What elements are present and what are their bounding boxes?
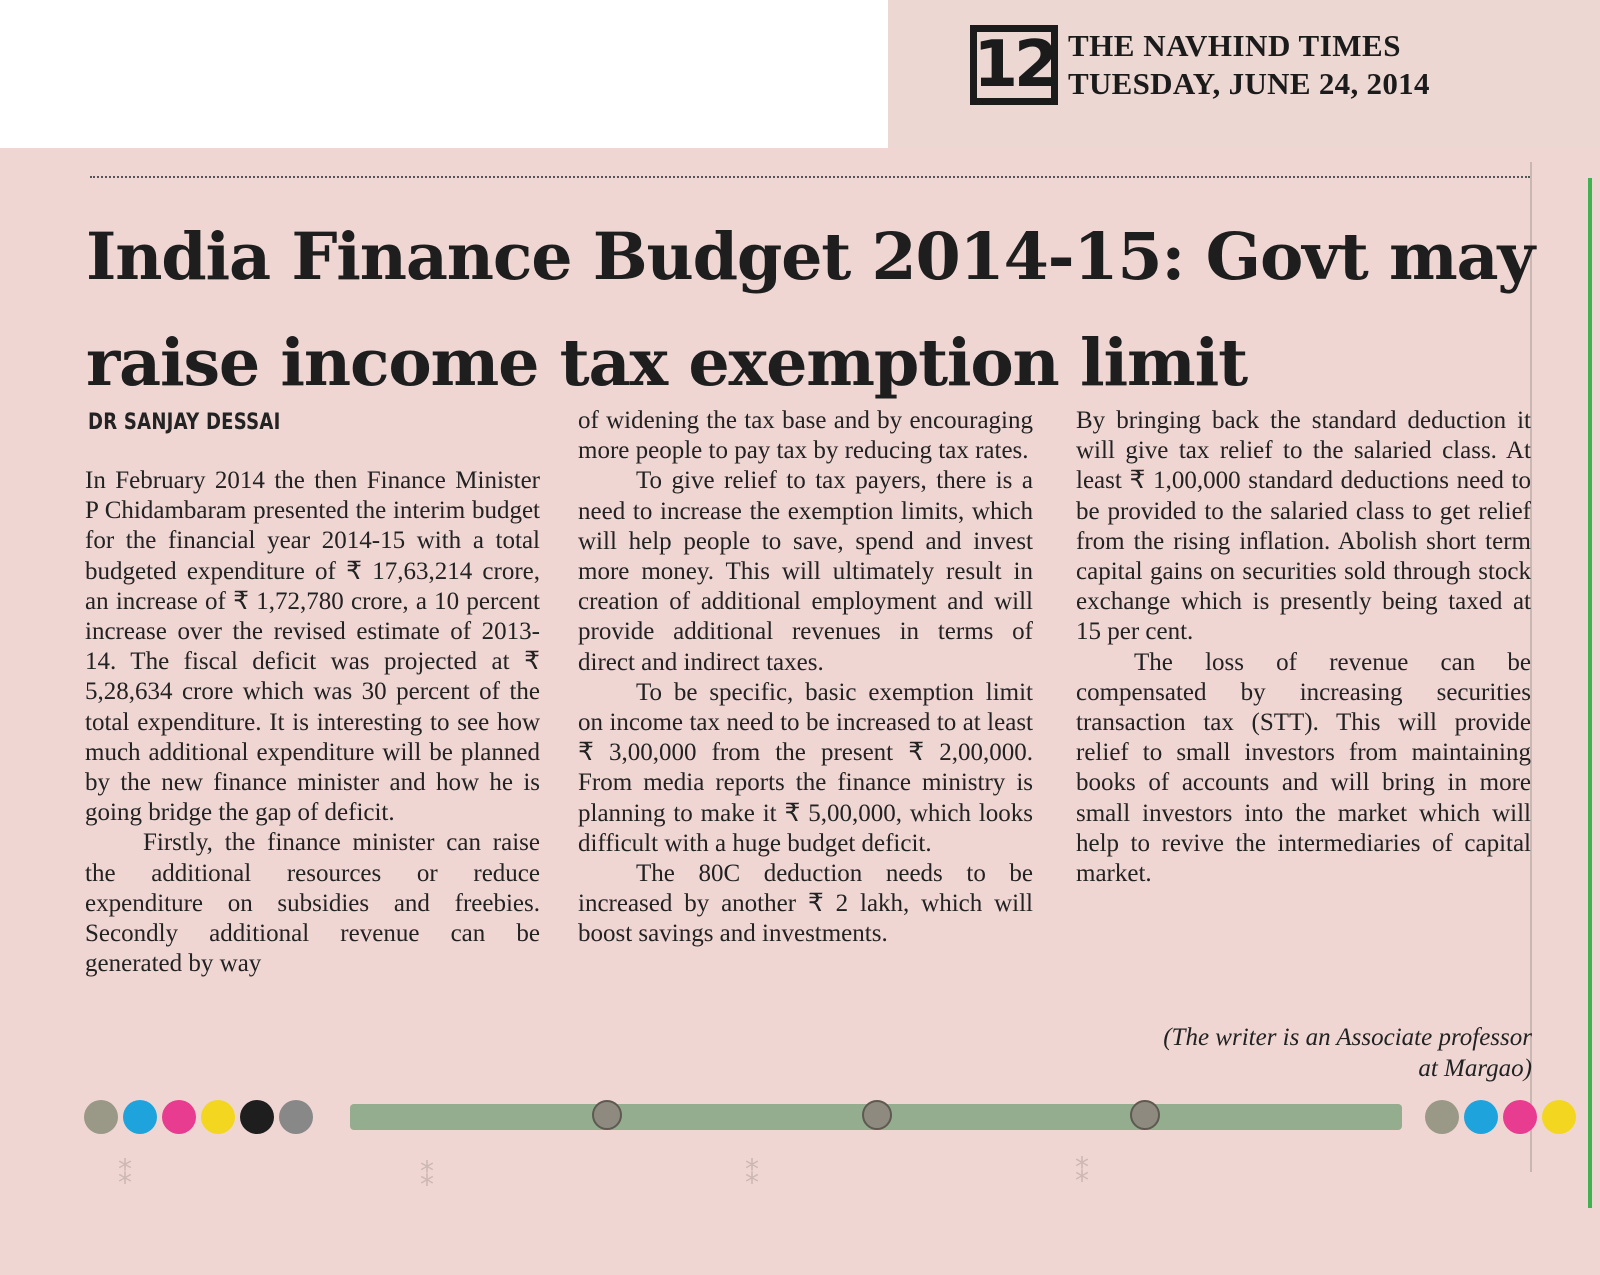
page-number: 12 [970, 25, 1058, 105]
registration-dot-olive [1425, 1100, 1459, 1134]
issue-date: TUESDAY, JUNE 24, 2014 [1068, 66, 1430, 101]
registration-target [592, 1100, 622, 1130]
staple-mark-icon: ⁑ [1075, 1156, 1089, 1189]
registration-target [1130, 1100, 1160, 1130]
registration-dot-cyan [123, 1100, 157, 1134]
author-credit: (The writer is an Associate professor at Margao) [1163, 1024, 1532, 1082]
article-byline: DR SANJAY DESSAI [88, 410, 281, 435]
masthead [970, 22, 1430, 108]
registration-dot-yellow [201, 1100, 235, 1134]
paragraph: To be specific, basic exemption limit on income tax need to be increased to at least ₹ 3,00,000 from the present ₹ 2,00,000. From media reports the finance ministry is planning to make it ₹ 5,00,000, which looks difficult with a huge budget deficit. [578, 678, 1033, 857]
newspaper-name: THE NAVHIND TIMES [1068, 28, 1401, 63]
registration-dot-yellow [1542, 1100, 1576, 1134]
article-column-3 [1076, 406, 1531, 889]
paragraph: Firstly, the finance minister can raise the additional resources or reduce expenditure on subsidies and freebies. Secondly additional revenue can be generated by way [85, 829, 540, 978]
paragraph: In February 2014 the then Finance Minister P Chidambaram presented the interim budget for the financial year 2014-15 with a total budgeted expenditure of ₹ 17,63,214 crore, an increase of ₹ 1,72,780 crore, a 10 percent increase over the revised estimate of 2013-14. The fiscal deficit was projected at ₹ 5,28,634 crore which was 30 percent of the total expenditure. It is interesting to see how much additional expenditure will be planned by the new finance minister and how he is going bridge the gap of deficit. [85, 467, 540, 827]
staple-mark-icon: ⁑ [745, 1158, 759, 1191]
paragraph: of widening the tax base and by encouraging more people to pay tax by reducing tax rates. [578, 407, 1033, 465]
newspaper-clipping [0, 148, 1600, 1275]
top-rule [90, 176, 1530, 178]
masthead-text [1068, 27, 1430, 103]
registration-dot-cyan [1464, 1100, 1498, 1134]
article-headline: India Finance Budget 2014-15: Govt may raise income tax exemption limit [86, 219, 1535, 401]
registration-target [862, 1100, 892, 1130]
staple-mark-icon: ⁑ [420, 1160, 434, 1193]
registration-dot-olive [84, 1100, 118, 1134]
article-column-2 [578, 406, 1033, 950]
paragraph: To give relief to tax payers, there is a need to increase the exemption limits, which will help people to save, spend and invest more money. This will ultimately result in creation of additional employment and will provide additional revenues in terms of direct and indirect taxes. [578, 467, 1033, 676]
article-column-1 [85, 466, 540, 979]
registration-dot-magenta [1503, 1100, 1537, 1134]
green-edge [1588, 178, 1592, 1208]
registration-dot-magenta [162, 1100, 196, 1134]
paragraph: The loss of revenue can be compensated by increasing securities transaction tax (STT). This will provide relief to small investors from maintaining books of accounts and will bring in more small investors into the market which will help to revive the intermediaries of capital market. [1076, 648, 1531, 888]
staple-mark-icon: ⁑ [118, 1158, 132, 1191]
paragraph: The 80C deduction needs to be increased by another ₹ 2 lakh, which will boost savings and investments. [578, 860, 1033, 948]
registration-dot-black [240, 1100, 274, 1134]
paragraph: By bringing back the standard deduction it will give tax relief to the salaried class. At least ₹ 1,00,000 standard deductions need to be provided to the salaried class to get relief from the rising inflation. Abolish short term capital gains on securities sold through stock exchange which is presently being taxed at 15 per cent. [1076, 407, 1531, 646]
registration-dot-grey [279, 1100, 313, 1134]
